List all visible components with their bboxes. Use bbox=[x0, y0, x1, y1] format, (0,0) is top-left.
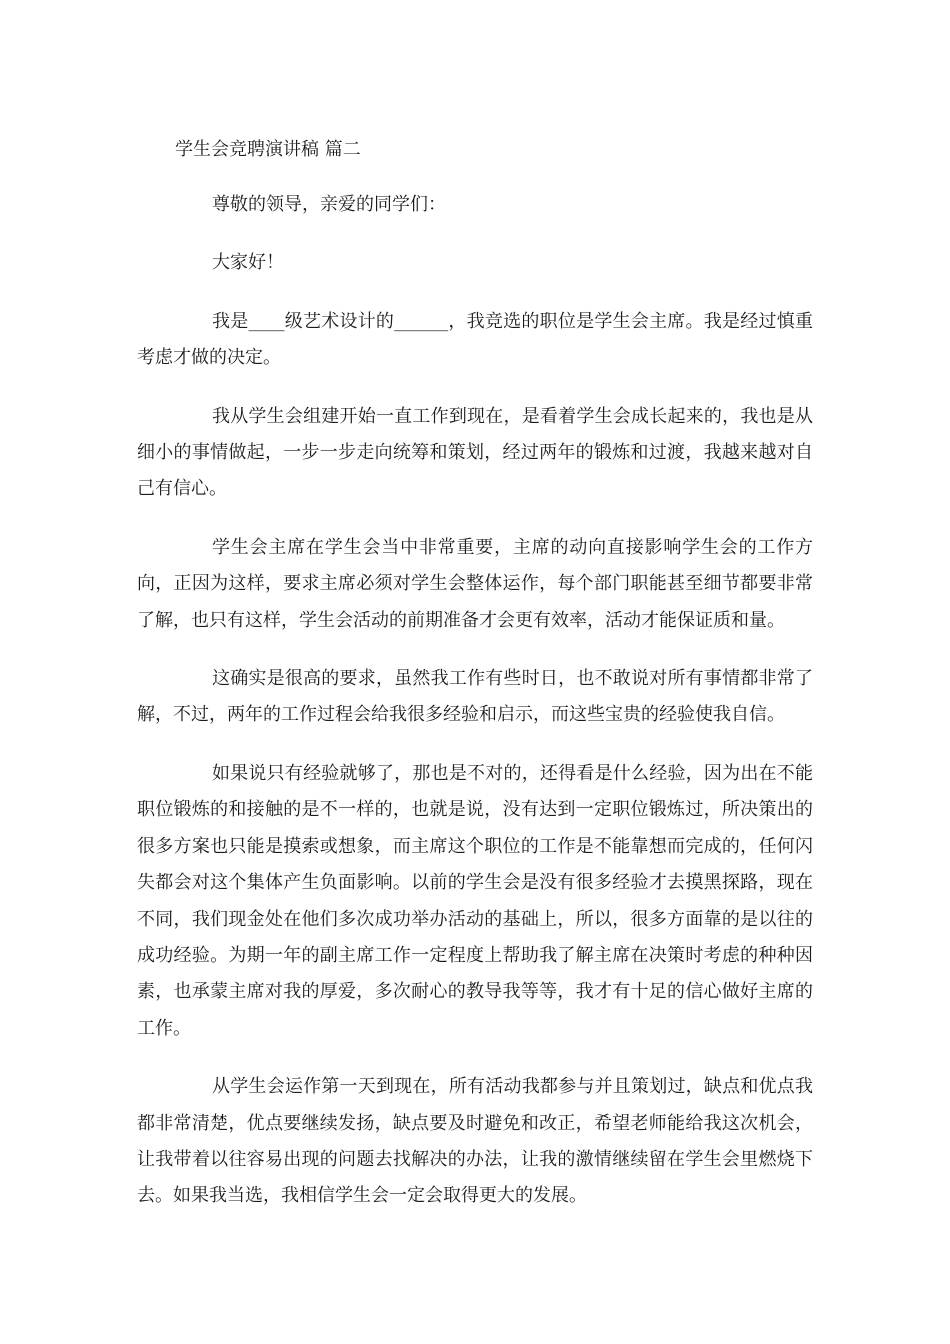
greeting-paragraph: 大家好！ bbox=[212, 252, 284, 274]
document-title: 学生会竞聘演讲稿 篇二 bbox=[175, 139, 361, 160]
body-paragraph: 学生会主席在学生会当中非常重要，主席的动向直接影响学生会的工作方向，正因为这样，要求主席必须对学生会整体运作，每个部门职能甚至细节都要非常了解，也只有这样，学生会活动的前期准备才会更有效率，活动才能保证质和量。 bbox=[137, 536, 813, 631]
document-body bbox=[137, 187, 813, 1237]
body-paragraph: 我从学生会组建开始一直工作到现在，是看着学生会成长起来的，我也是从细小的事情做起，一步一步走向统筹和策划，经过两年的锻炼和过渡，我越来越对自己有信心。 bbox=[137, 405, 813, 500]
body-paragraph: 这确实是很高的要求，虽然我工作有些时日，也不敢说对所有事情都非常了解，不过，两年的工作过程会给我很多经验和启示，而这些宝贵的经验使我自信。 bbox=[137, 668, 813, 726]
body-paragraph: 我是____级艺术设计的______，我竞选的职位是学生会主席。我是经过慎重考虑才做的决定。 bbox=[137, 310, 813, 369]
salutation-paragraph: 尊敬的领导，亲爱的同学们： bbox=[212, 194, 446, 215]
body-paragraph: 从学生会运作第一天到现在，所有活动我都参与并且策划过，缺点和优点我都非常清楚，优点要继续发扬，缺点要及时避免和改正，希望老师能给我这次机会，让我带着以往容易出现的问题去找解决的办法，让我的激情继续留在学生会里燃烧下去。如果我当选，我相信学生会一定会取得更大的发展。 bbox=[137, 1076, 813, 1207]
body-paragraph: 如果说只有经验就够了，那也是不对的，还得看是什么经验，因为出在不能职位锻炼的和接触的是不一样的，也就是说，没有达到一定职位锻炼过，所决策出的很多方案也只能是摸索或想象，而主席这个职位的工作是不能靠想而完成的，任何闪失都会对这个集体产生负面影响。以前的学生会是没有很多经验才去摸黑探路，现在不同，我们现金处在他们多次成功举办活动的基础上，所以，很多方面靠的是以往的成功经验。为期一年的副主席工作一定程度上帮助我了解主席在决策时考虑的种种因素，也承蒙主席对我的厚爱，多次耐心的教导我等等，我才有十足的信心做好主席的工作。 bbox=[137, 762, 813, 1039]
